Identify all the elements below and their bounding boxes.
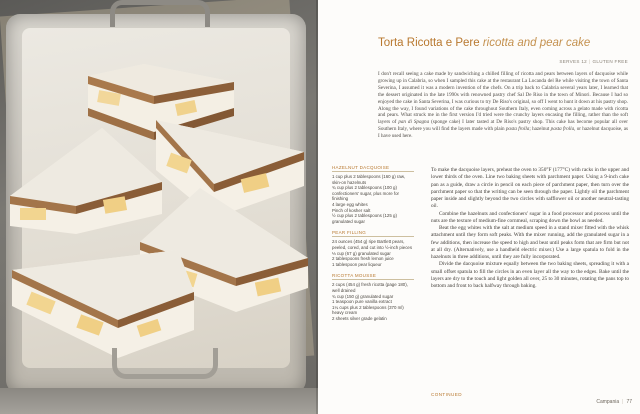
ingredient-item: Pinch of kosher salt bbox=[332, 207, 371, 213]
serves-label: SERVES 12 bbox=[559, 59, 588, 64]
method-step: Divide the dacquoise mixture equally between the two baking sheets, spreading it with a small offset spatula to fill the circles in an even layer all the way to the edges. Bake until the layers are dry to the touch and light golden all over, 25 to 30 minutes, rotating the pans top to bottom and front to back halfway through baking. bbox=[431, 261, 629, 289]
recipe-title bbox=[378, 36, 628, 50]
ingredient-section bbox=[332, 230, 414, 267]
ingredients-column bbox=[332, 165, 414, 327]
recipe-title-english: ricotta and pear cake bbox=[482, 37, 591, 49]
cake-photograph bbox=[0, 0, 318, 414]
ingredient-item: 1 tablespoon pear liqueur bbox=[332, 261, 382, 267]
recipe-page bbox=[318, 0, 640, 414]
headnote-text: , or hazelnut dacquoise, as I have used here. bbox=[378, 126, 628, 140]
headnote-text: I don't recall seeing a cake made by sandwiching a chilled filling of ricotta and pears between layers of dacquoise while growing up in Calabria, so when I sampled this cake at the restaurant La Locanda del Re while visiting the town of Santa Severina, I assumed it was a modern invention of the chefs. On a trip back to Calabria several years later, I learned that the dessert originated in the late 1990s with renowned pastry chef Sal De Riso in the town of Minori. Because I had so enjoyed the cake in Santa Severina, I was curious to try De Riso's original, so off I went to hunt it down at his pastry shop. Along the way, I found variations of the cake throughout Southern Italy, even coming across a gelato made with ricotta and pears. What struck me in the first version I'd tried were the crunchy layers encasing the filling, rather than the soft layers of bbox=[378, 71, 628, 126]
method-step: To make the dacquoise layers, preheat the oven to 350°F (177°C) with racks in the upper and lower thirds of the oven. Line two baking sheets with parchment paper. Using a 9-inch cake pan as a guide, draw a circle in pencil on each piece of parchment paper, then turn over the parchment paper so that the writing can be seen through the paper. Lightly oil the parchment paper inside and slightly beyond the two circles with safflower oil or another neutral-tasting oil. bbox=[431, 167, 629, 210]
ingredient-item: 24 ounces (454 g) ripe Bartlett pears, peeled, cored, and cut into ½-inch pieces bbox=[332, 239, 413, 250]
headnote-text: ; hazelnut bbox=[529, 126, 551, 133]
footer-separator: | bbox=[622, 399, 624, 405]
ingredient-item: ½ cup plus 2 tablespoons (125 g) granulated sugar bbox=[332, 213, 397, 224]
ingredient-heading: HAZELNUT DACQUOISE bbox=[332, 165, 414, 172]
ingredient-item: 1¼ cups plus 2 tablespoons (370 ml) heavy cream bbox=[332, 304, 404, 316]
ingredient-item: 2 tablespoons fresh lemon juice bbox=[332, 256, 394, 262]
method-column bbox=[431, 167, 629, 290]
ingredient-item: 1 cup plus 2 tablespoons (160 g) raw, skin-on hazelnuts bbox=[332, 174, 405, 185]
ingredient-item: 4 large egg whites bbox=[332, 201, 368, 207]
cake-slice bbox=[8, 240, 198, 360]
ingredient-heading: PEAR FILLING bbox=[332, 230, 414, 237]
page-number: 77 bbox=[626, 399, 632, 405]
recipe-title-italian: Torta Ricotta e Pere bbox=[378, 37, 480, 49]
diet-tag: GLUTEN FREE bbox=[592, 59, 628, 64]
headnote-italic: pasta frolla bbox=[550, 126, 575, 133]
method-step: Beat the egg whites with the salt at medium speed in a stand mixer fitted with the whisk attachment until they form soft peaks. With the mixer running, add the granulated sugar in a few additions, then increase the speed to high and beat until peaks form that are firm but not at all dry. (Alternatively, use a handheld electric mixer.) Use a large spatula to fold in the hazelnuts in three additions, until they are fully incorporated. bbox=[431, 225, 629, 260]
ingredient-heading: RICOTTA MOUSSE bbox=[332, 273, 414, 280]
tray-handle-bottom bbox=[112, 348, 218, 379]
headnote bbox=[378, 71, 628, 140]
headnote-italic: pan di Spagna bbox=[398, 119, 430, 126]
continued-label: CONTINUED bbox=[431, 392, 462, 397]
tray-handle-top bbox=[110, 0, 210, 27]
headnote-italic: pasta frolla bbox=[505, 126, 530, 133]
page-footer bbox=[558, 399, 632, 405]
ingredient-item: 1 teaspoon pure vanilla extract bbox=[332, 299, 392, 305]
headnote-text: (sponge cake) I later tasted at De Riso's pastry shop. This cake has become popular all over Southern Italy, where you will find the layers made with plain bbox=[378, 119, 629, 133]
chapter-name: Campania bbox=[596, 399, 620, 405]
table-surface bbox=[0, 388, 318, 414]
meta-separator: | bbox=[589, 59, 591, 64]
ingredient-item: ¾ cup plus 2 tablespoons (100 g) confectioners' sugar, plus more for finishing bbox=[332, 185, 399, 202]
ingredient-section bbox=[332, 165, 414, 224]
method-step: Combine the hazelnuts and confectioners' sugar in a food processor and process until the nuts are the texture of medium-fine cornmeal, scraping down the bowl as needed. bbox=[431, 210, 629, 224]
ingredient-item: ⅓ cup (67 g) granulated sugar bbox=[332, 250, 391, 256]
ingredient-item: 2 cups (454 g) fresh ricotta (page 180), well drained bbox=[332, 282, 408, 293]
ingredient-item: ¾ cup (150 g) granulated sugar bbox=[332, 293, 394, 299]
ingredient-item: 2 sheets silver grade gelatin bbox=[332, 315, 387, 321]
ingredient-section bbox=[332, 273, 414, 321]
recipe-meta bbox=[530, 59, 628, 64]
